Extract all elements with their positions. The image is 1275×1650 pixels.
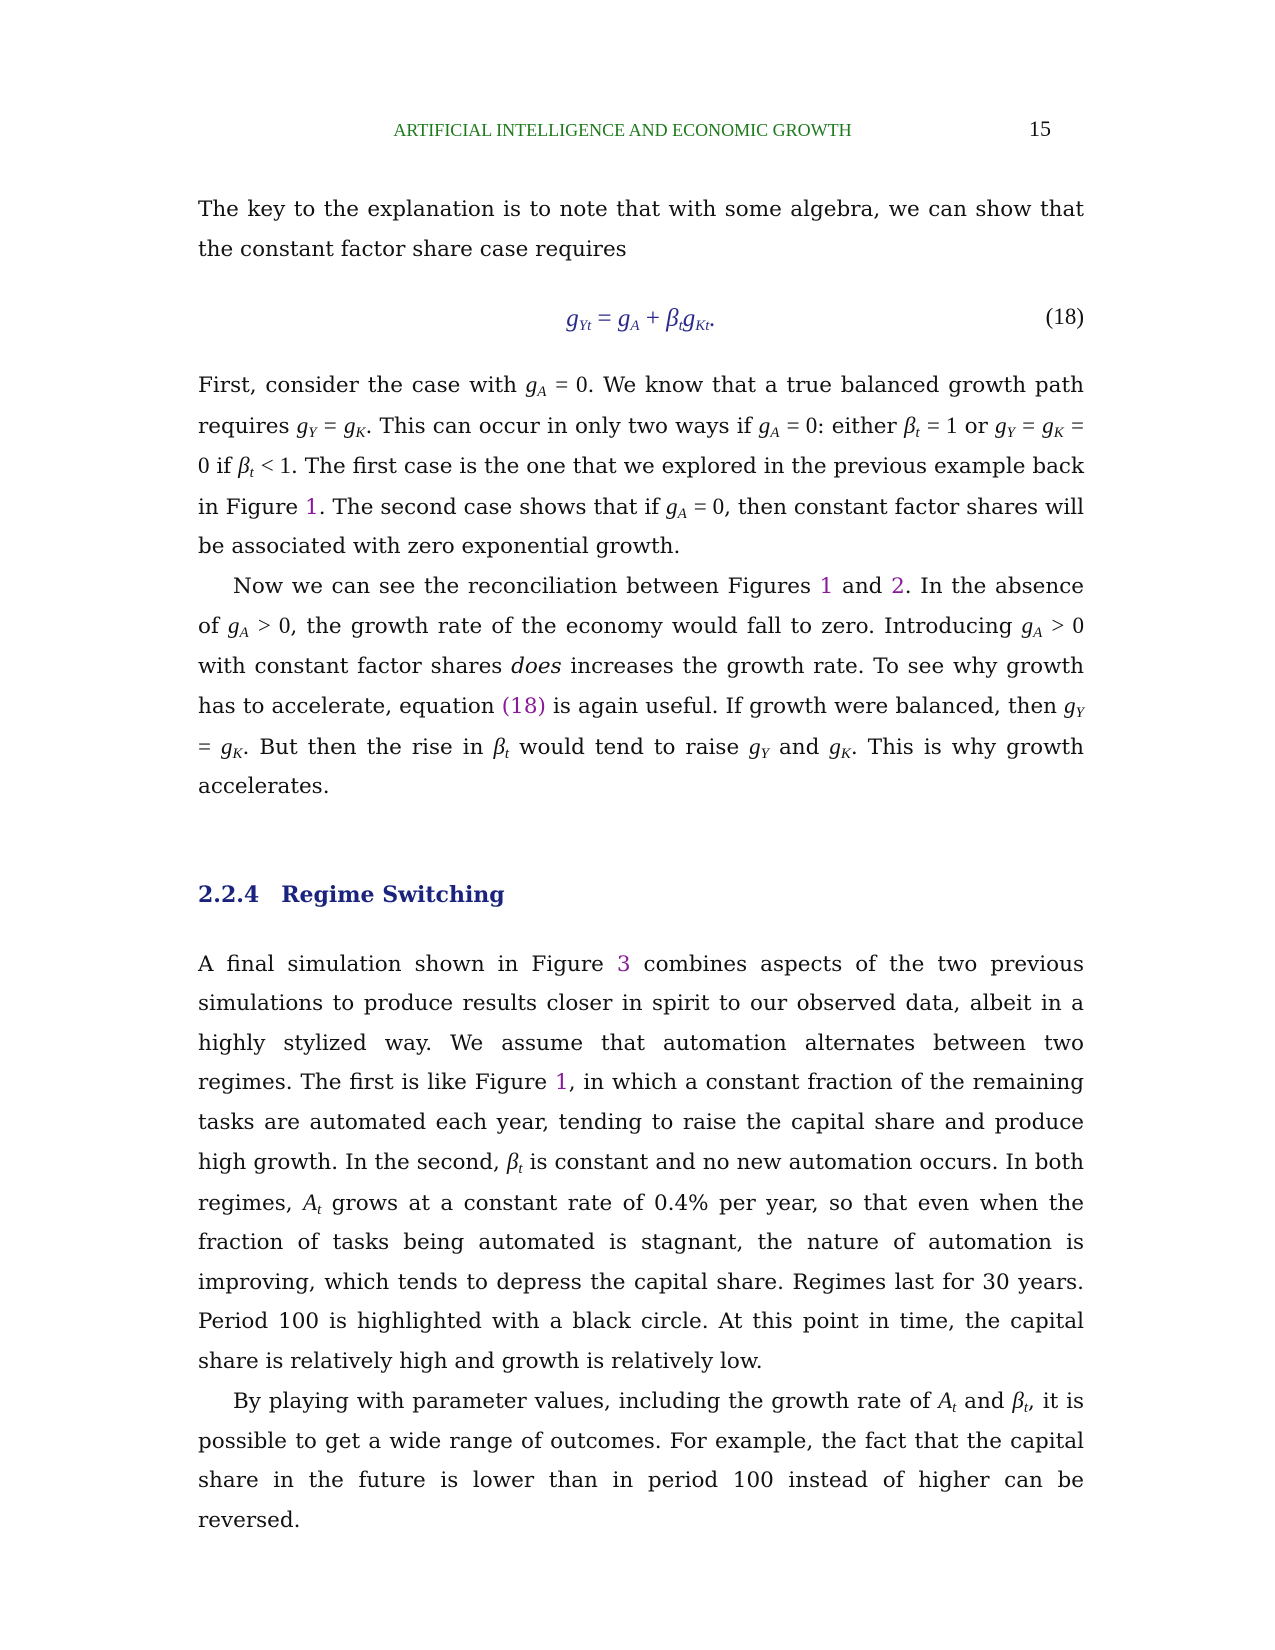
page-number: 15 — [1029, 116, 1051, 141]
equation-number: (18) — [1045, 304, 1084, 329]
section-title: Regime Switching — [281, 881, 505, 908]
figure-1-link[interactable]: 1 — [305, 494, 319, 520]
display-equation — [198, 269, 1084, 365]
paragraph-1: First, consider the case with $g_A = 0$. We know that a true balanced growth path requires $g_Y = g_K$. This can occur in only two ways if $g_A = 0$: either $\beta_t = 1$ or $g_Y = g_K = 0$ if $\beta_t < 1$. The first case is the one that we explored in the previous example back in Figure 1. The second case shows that if $g_A = 0$, then constant factor shares will be associated with zero exponential growth. — [198, 372, 1084, 559]
paragraph-2: Now we can see the reconciliation between Figures 1 and 2. In the absence of $g_A > 0$, the growth rate of the economy would fall to zero. Introducing $g_A > 0$ with constant factor shares does increases the growth rate. To see why growth has to accelerate, equation (18) is again useful. If growth were balanced, then $g_Y = g_K$. But then the rise in $\beta_t$ would tend to raise $g_Y$ and $g_K$. This is why growth accelerates. — [198, 573, 1085, 799]
section-heading — [198, 875, 1084, 915]
body-text — [198, 190, 1084, 1540]
figure-1-link[interactable]: 1 — [555, 1070, 569, 1095]
intro-paragraph: The key to the explanation is to note that with some algebra, we can show that the constant factor share case requires — [198, 197, 1084, 262]
figure-2-link[interactable]: 2 — [891, 573, 905, 599]
paragraph-4: By playing with parameter values, including the growth rate of $A_t$ and $\beta_t$, it is possible to get a wide range of outcomes. For example, the fact that the capital share in the future is lower than in period 100 instead of higher can be reversed. — [198, 1388, 1084, 1533]
figure-1-link[interactable]: 1 — [819, 573, 834, 599]
running-header — [0, 116, 1275, 146]
equation-18: $g_{Yt} = g_A + \beta_tg_{Kt}$. — [566, 305, 716, 334]
equation-18-link[interactable]: (18) — [501, 694, 546, 719]
paragraph-3: A final simulation shown in Figure 3 combines aspects of the two previous simulations to produce results closer in spirit to our observed data, albeit in a highly stylized way. We assume that automation alternates between two regimes. The first is like Figure 1, in which a constant fraction of the remaining tasks are automated each year, tending to raise the capital share and produce high growth. In the second, $\beta_t$ is constant and no new automation occurs. In both regimes, $A_t$ grows at a constant rate of 0.4% per year, so that even when the fraction of tasks being automated is stagnant, the nature of automation is improving, which tends to depress the capital share. Regimes last for 30 years. Period 100 is highlighted with a black circle. At this point in time, the capital share is relatively high and growth is relatively low. — [198, 951, 1085, 1374]
section-number: 2.2.4 — [198, 881, 260, 908]
figure-3-link[interactable]: 3 — [616, 951, 631, 977]
running-title: ARTIFICIAL INTELLIGENCE AND ECONOMIC GROWTH — [393, 120, 852, 140]
